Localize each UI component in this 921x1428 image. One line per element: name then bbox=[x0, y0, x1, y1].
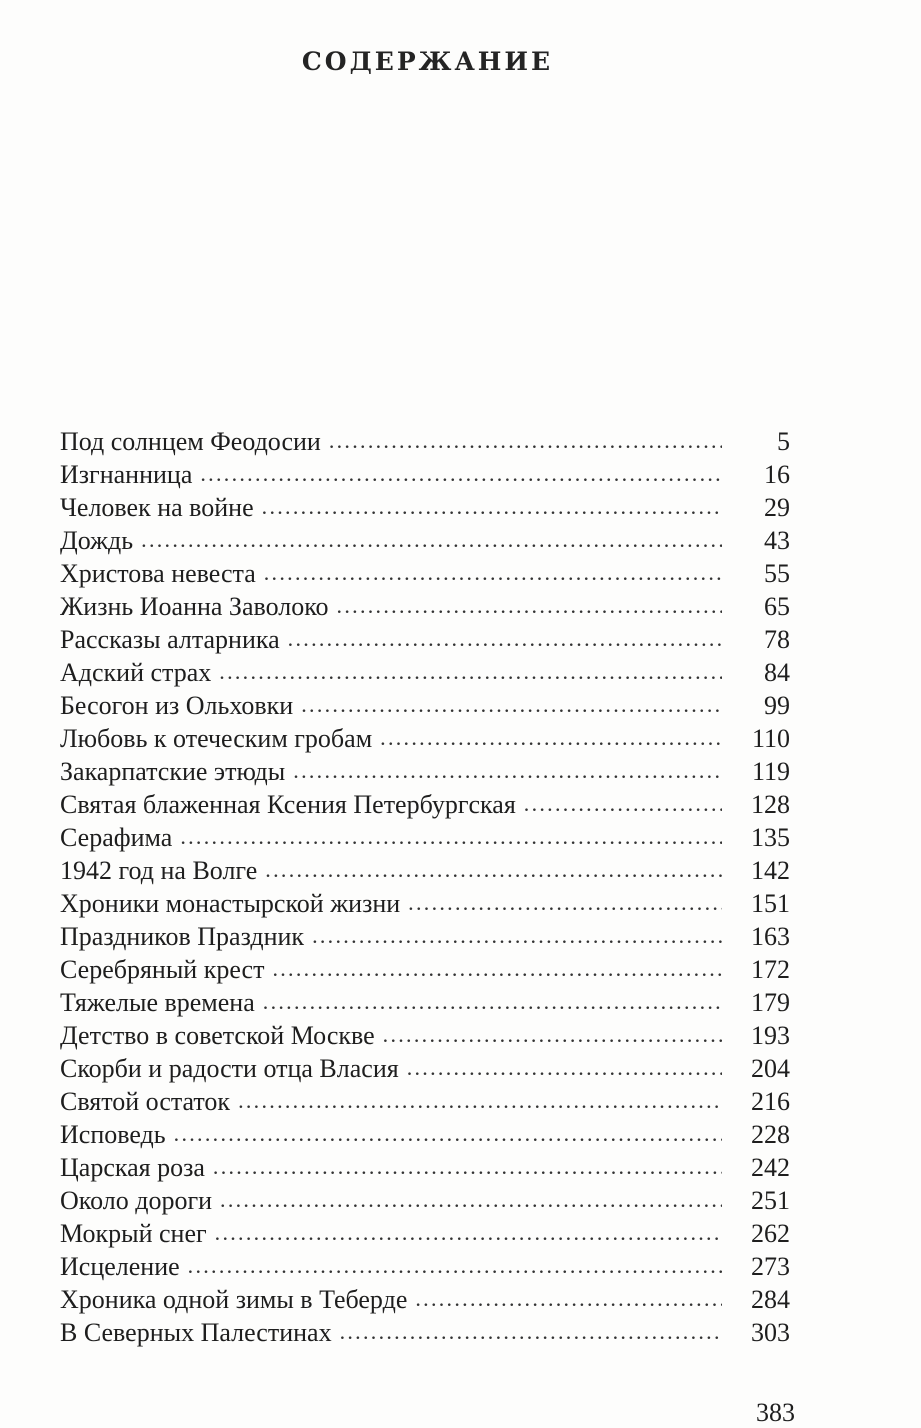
toc-entry-page: 65 bbox=[764, 592, 790, 621]
dot-leader bbox=[174, 1116, 722, 1150]
toc-entry bbox=[60, 1151, 790, 1184]
toc-entry-page: 273 bbox=[751, 1252, 790, 1281]
dot-leader bbox=[264, 555, 722, 589]
toc-entry bbox=[60, 953, 790, 986]
dot-leader bbox=[265, 852, 722, 886]
toc-entry-page: 128 bbox=[751, 790, 790, 819]
dot-leader bbox=[380, 720, 722, 754]
toc-entry bbox=[60, 1019, 790, 1052]
dot-leader bbox=[383, 1017, 722, 1051]
toc-entry-page: 303 bbox=[751, 1318, 790, 1347]
toc-entry bbox=[60, 1184, 790, 1217]
toc-entry bbox=[60, 656, 790, 689]
dot-leader bbox=[524, 786, 722, 820]
toc-entry bbox=[60, 1217, 790, 1250]
toc-entry-title: Бесогон из Ольховки bbox=[60, 691, 294, 720]
toc-entry-page: 284 bbox=[751, 1285, 790, 1314]
toc-entry bbox=[60, 1316, 790, 1349]
toc-entry-title: Рассказы алтарника bbox=[60, 625, 280, 654]
toc-entry-title: 1942 год на Волге bbox=[60, 856, 258, 885]
dot-leader bbox=[215, 1215, 722, 1249]
toc-entry-page: 242 bbox=[751, 1153, 790, 1182]
toc-entry bbox=[60, 788, 790, 821]
toc-entry bbox=[60, 887, 790, 920]
toc-entry-title: Хроники монастырской жизни bbox=[60, 889, 401, 918]
toc-entry-page: 16 bbox=[764, 460, 790, 489]
dot-leader bbox=[262, 489, 722, 523]
toc-entry bbox=[60, 1250, 790, 1283]
dot-leader bbox=[301, 687, 722, 721]
toc-entry-page: 179 bbox=[751, 988, 790, 1017]
toc-entry-title: Мокрый снег bbox=[60, 1219, 207, 1248]
toc-entry-page: 228 bbox=[751, 1120, 790, 1149]
toc-entry-title: Адский страх bbox=[60, 658, 212, 687]
toc-entry bbox=[60, 854, 790, 887]
toc-entry-page: 204 bbox=[751, 1054, 790, 1083]
toc-entry-page: 29 bbox=[764, 493, 790, 522]
toc-entry bbox=[60, 1283, 790, 1316]
toc-entry-title: Около дороги bbox=[60, 1186, 213, 1215]
toc-entry-title: Праздников Праздник bbox=[60, 922, 305, 951]
toc-entry-title: Тяжелые времена bbox=[60, 988, 255, 1017]
toc-entry bbox=[60, 1118, 790, 1151]
dot-leader bbox=[220, 1182, 722, 1216]
toc-entry-page: 151 bbox=[751, 889, 790, 918]
toc-entry-title: Святой остаток bbox=[60, 1087, 231, 1116]
toc-entry-title: Хроника одной зимы в Теберде bbox=[60, 1285, 408, 1314]
dot-leader bbox=[408, 885, 722, 919]
toc-entry bbox=[60, 821, 790, 854]
toc-entry bbox=[60, 920, 790, 953]
toc-entry-title: Христова невеста bbox=[60, 559, 256, 588]
toc-entry bbox=[60, 425, 790, 458]
toc-entry-title: Святая блаженная Ксения Петербургская bbox=[60, 790, 516, 819]
toc-entry-page: 163 bbox=[751, 922, 790, 951]
toc-entry-page: 5 bbox=[777, 427, 790, 456]
toc-entry bbox=[60, 689, 790, 722]
toc-entry bbox=[60, 458, 790, 491]
dot-leader bbox=[337, 588, 722, 622]
toc-entry-page: 251 bbox=[751, 1186, 790, 1215]
toc-entry-page: 135 bbox=[751, 823, 790, 852]
toc-entry-page: 193 bbox=[751, 1021, 790, 1050]
toc-entry-page: 55 bbox=[764, 559, 790, 588]
page-title: СОДЕРЖАНИЕ bbox=[301, 46, 554, 76]
dot-leader bbox=[219, 654, 722, 688]
toc-entry bbox=[60, 590, 790, 623]
toc-entry-title: Любовь к отеческим гробам bbox=[60, 724, 373, 753]
dot-leader bbox=[200, 456, 722, 490]
dot-leader bbox=[340, 1314, 722, 1348]
toc-entry bbox=[60, 524, 790, 557]
toc-entry-title: Исповедь bbox=[60, 1120, 166, 1149]
toc-entry-title: Исцеление bbox=[60, 1252, 180, 1281]
dot-leader bbox=[213, 1149, 722, 1183]
toc-entry-page: 110 bbox=[751, 724, 790, 753]
toc-entry-title: Жизнь Иоанна Заволоко bbox=[60, 592, 329, 621]
dot-leader bbox=[263, 984, 722, 1018]
dot-leader bbox=[312, 918, 722, 952]
page-number: 383 bbox=[756, 1398, 795, 1427]
toc-entry bbox=[60, 491, 790, 524]
toc-entry-page: 216 bbox=[751, 1087, 790, 1116]
toc-entry-page: 84 bbox=[764, 658, 790, 687]
toc-entry-page: 43 bbox=[764, 526, 790, 555]
toc-entry-page: 142 bbox=[751, 856, 790, 885]
toc-entry bbox=[60, 1085, 790, 1118]
dot-leader bbox=[407, 1050, 722, 1084]
toc-entry-title: Детство в советской Москве bbox=[60, 1021, 375, 1050]
toc-entry-page: 78 bbox=[764, 625, 790, 654]
dot-leader bbox=[141, 522, 722, 556]
toc-entry-title: В Северных Палестинах bbox=[60, 1318, 332, 1347]
toc-entry-title: Царская роза bbox=[60, 1153, 205, 1182]
toc-entry bbox=[60, 1052, 790, 1085]
toc-entry bbox=[60, 557, 790, 590]
toc-entry bbox=[60, 722, 790, 755]
toc-entry-title: Серебряный крест bbox=[60, 955, 265, 984]
toc-entry-page: 262 bbox=[751, 1219, 790, 1248]
toc-entry-title: Скорби и радости отца Власия bbox=[60, 1054, 399, 1083]
table-of-contents bbox=[60, 425, 790, 1349]
dot-leader bbox=[180, 819, 722, 853]
dot-leader bbox=[415, 1281, 722, 1315]
dot-leader bbox=[288, 621, 722, 655]
toc-entry-page: 99 bbox=[764, 691, 790, 720]
toc-entry-page: 119 bbox=[751, 757, 790, 786]
toc-entry bbox=[60, 986, 790, 1019]
dot-leader bbox=[238, 1083, 722, 1117]
toc-entry bbox=[60, 623, 790, 656]
dot-leader bbox=[272, 951, 722, 985]
dot-leader bbox=[293, 753, 722, 787]
toc-entry-title: Серафима bbox=[60, 823, 173, 852]
toc-entry-title: Изгнанница bbox=[60, 460, 193, 489]
toc-entry-page: 172 bbox=[751, 955, 790, 984]
dot-leader bbox=[329, 423, 722, 457]
toc-entry-title: Человек на войне bbox=[60, 493, 254, 522]
toc-entry-title: Дождь bbox=[60, 526, 134, 555]
dot-leader bbox=[188, 1248, 722, 1282]
toc-entry bbox=[60, 755, 790, 788]
toc-entry-title: Под солнцем Феодосии bbox=[60, 427, 321, 456]
toc-entry-title: Закарпатские этюды bbox=[60, 757, 286, 786]
